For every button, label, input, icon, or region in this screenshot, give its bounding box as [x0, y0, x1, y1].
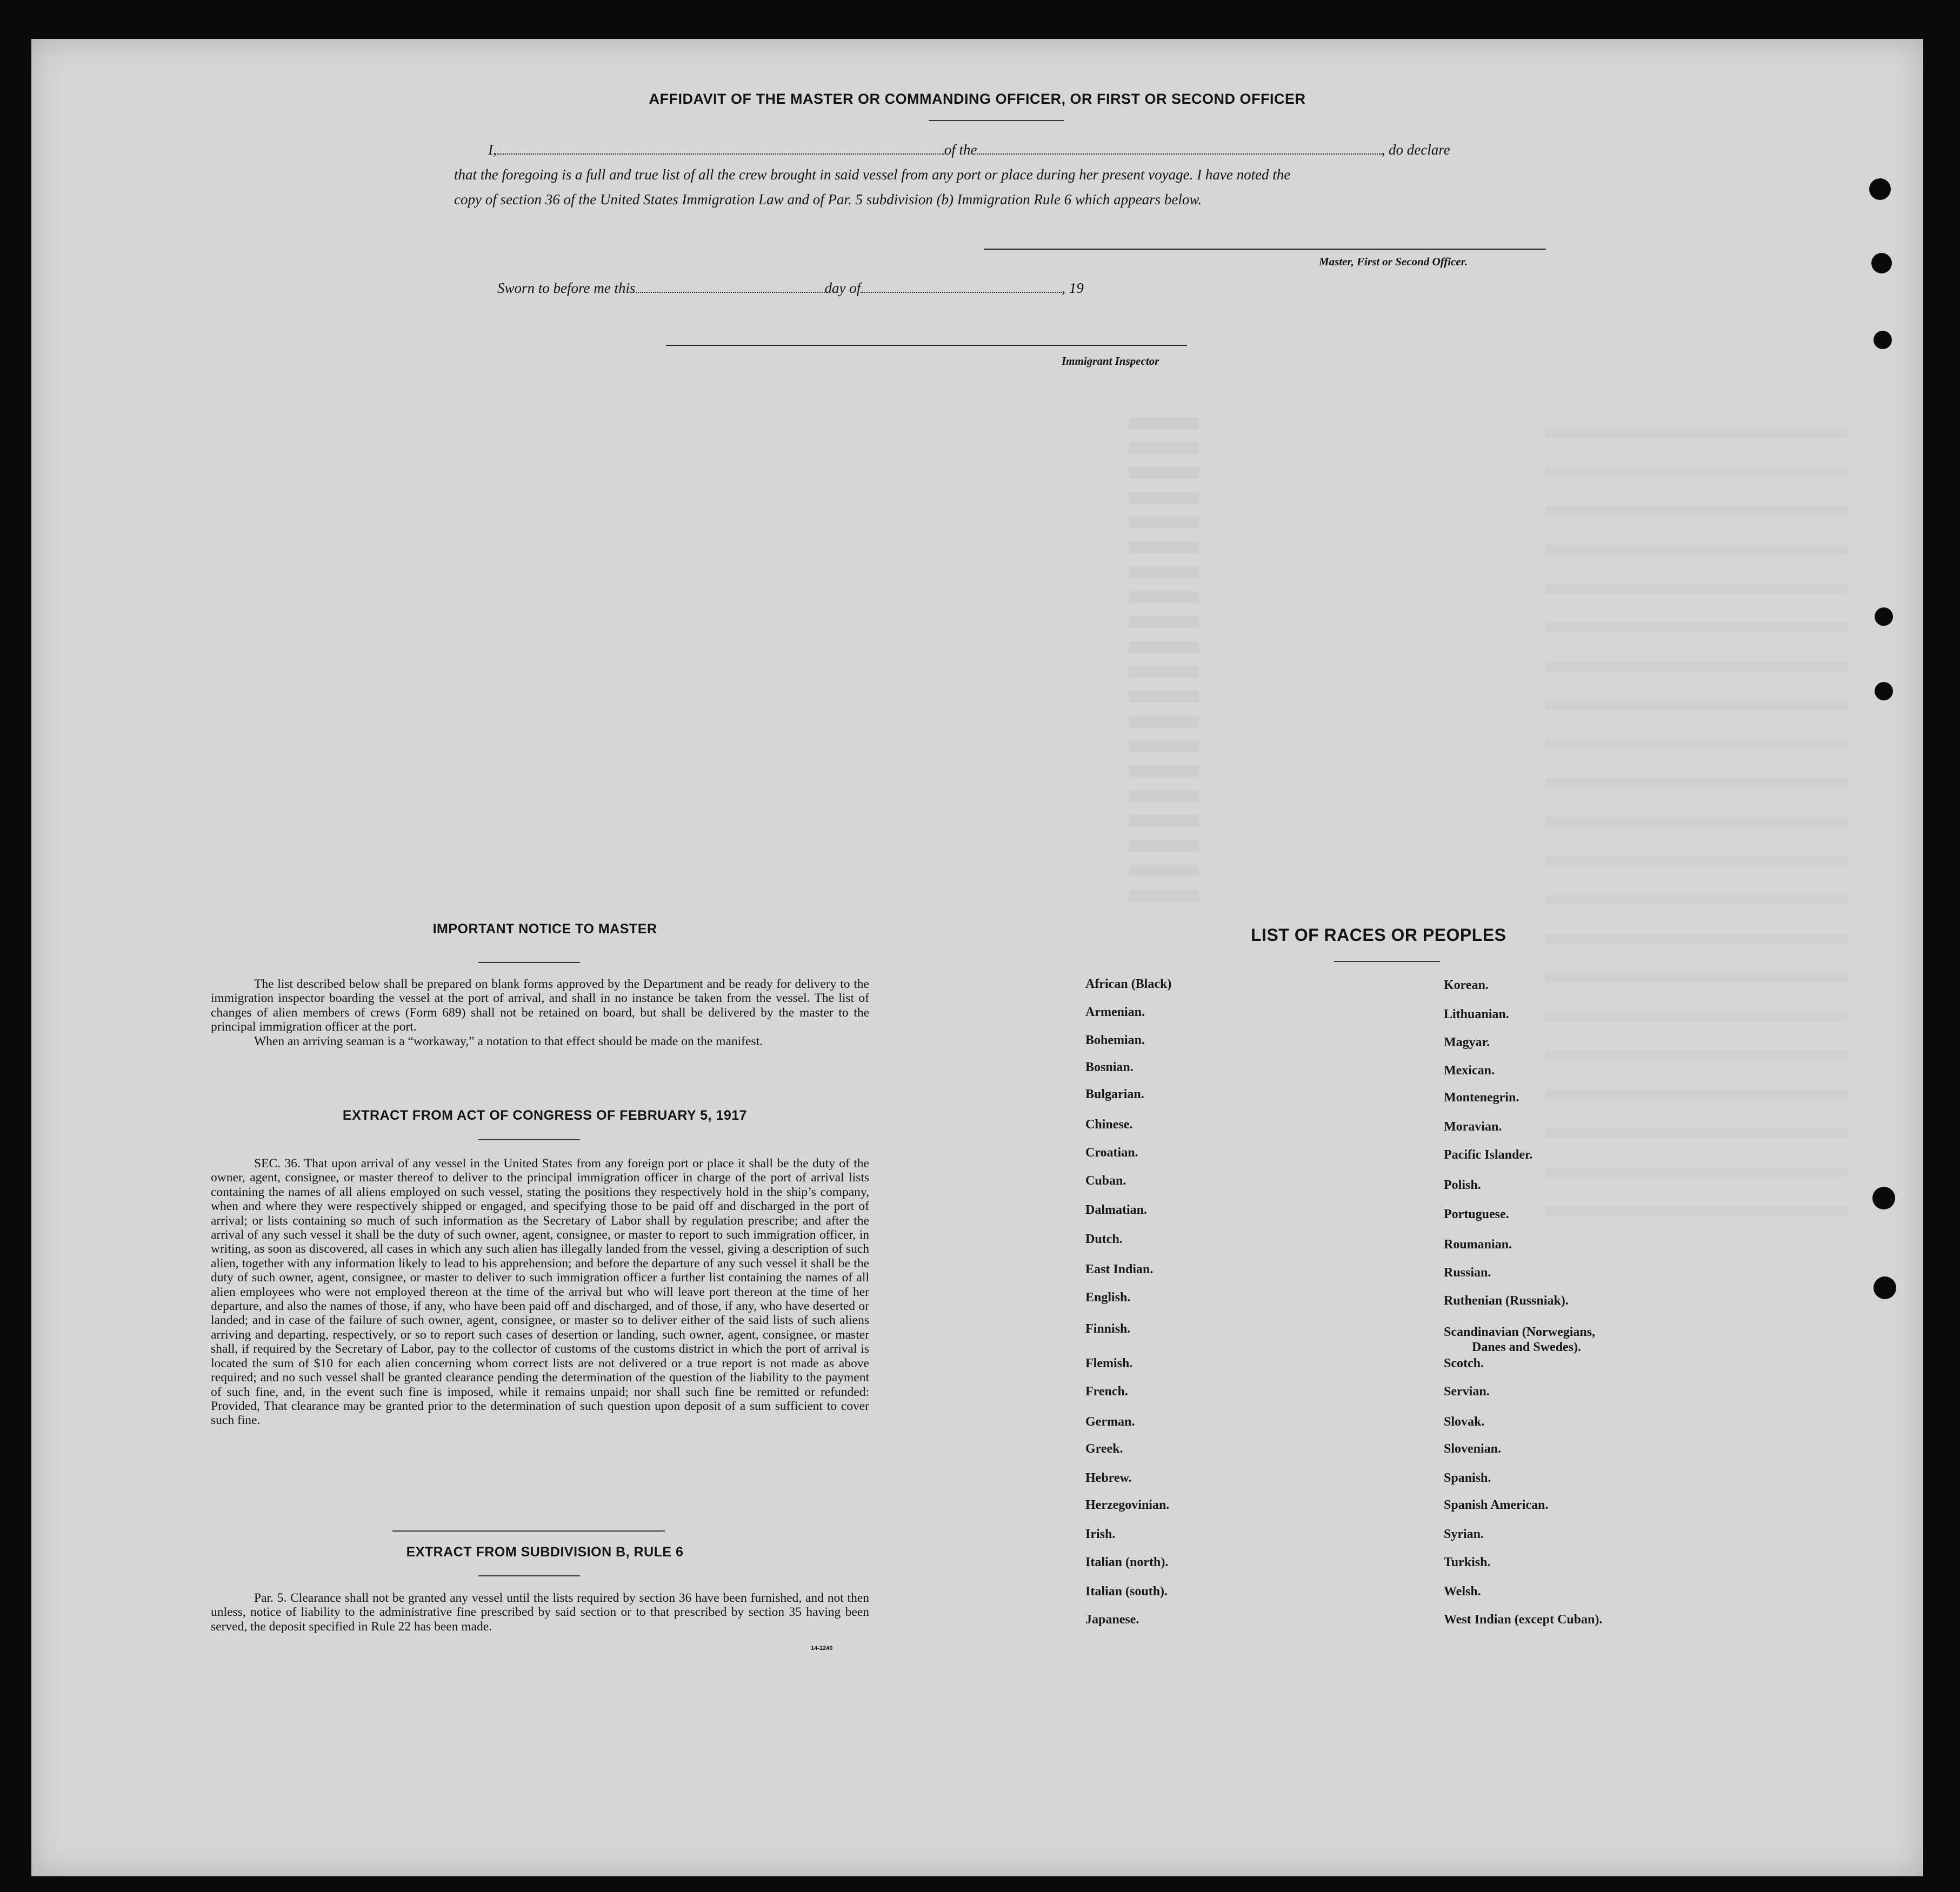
race-item: Polish. [1444, 1178, 1481, 1192]
races-divider [1334, 961, 1440, 962]
race-item: Pacific Islander. [1444, 1148, 1533, 1162]
race-item: Welsh. [1444, 1585, 1481, 1599]
bleed-through-mark [1129, 417, 1199, 904]
extract-rule-title: EXTRACT FROM SUBDIVISION B, RULE 6 [406, 1545, 684, 1560]
do-declare-label: , do declare [1381, 142, 1450, 158]
race-item: Roumanian. [1444, 1238, 1512, 1252]
race-item: Portuguese. [1444, 1207, 1509, 1221]
binder-hole [1869, 178, 1891, 200]
of-the-label: of the [944, 142, 977, 158]
sworn-month-field[interactable] [861, 292, 1062, 293]
race-item: Armenian. [1085, 1005, 1145, 1019]
race-item: German. [1085, 1415, 1135, 1429]
race-item: Herzegovinian. [1085, 1498, 1170, 1512]
race-item: Turkish. [1444, 1555, 1491, 1569]
race-item: Montenegrin. [1444, 1091, 1519, 1105]
affidavit-i-label: I, [488, 142, 497, 158]
binder-hole [1874, 331, 1892, 349]
race-item: Slovak. [1444, 1415, 1485, 1429]
extract-rule-body [211, 1591, 869, 1634]
race-item: Syrian. [1444, 1527, 1484, 1541]
race-item: Danes and Swedes). [1472, 1340, 1582, 1354]
sworn-day-of-label: day of [824, 280, 861, 296]
sworn-year-label: , 19 [1062, 280, 1084, 296]
notice-divider [478, 962, 580, 963]
race-item: Dalmatian. [1085, 1203, 1147, 1217]
race-item: Ruthenian (Russniak). [1444, 1294, 1569, 1308]
extract-rule-section [194, 1545, 896, 1560]
race-item: Chinese. [1085, 1118, 1133, 1132]
extract-act-divider [478, 1139, 580, 1140]
race-item: Italian (south). [1085, 1585, 1168, 1599]
extract-rule-divider [478, 1575, 580, 1576]
master-signature-label: Master, First or Second Officer. [1319, 255, 1468, 268]
race-item: African (Black) [1085, 977, 1172, 991]
affidavit-line-3: copy of section 36 of the United States Immigration Law and of Par. 5 subdivision (b) Immigration Rule 6 which appears below. [454, 191, 1202, 208]
form-number: 14-1240 [811, 1645, 833, 1652]
race-item: Spanish. [1444, 1471, 1491, 1485]
binder-hole [1875, 682, 1893, 700]
race-item: Croatian. [1085, 1146, 1138, 1160]
rule-divider-top [392, 1530, 665, 1532]
document-sheet [31, 39, 1923, 1876]
binder-hole [1875, 607, 1893, 626]
notice-paragraph-1: The list described below shall be prepared on blank forms approved by the Department and be ready for delivery to the immigration inspector boarding the vessel at the port of arrival, and shall in no instance be taken from the vessel. The list of changes of alien members of crews (Form 689) shall not be retained on board, but shall be delivered by the master to the principal immigration officer at the port. [211, 977, 869, 1034]
sworn-prefix: Sworn to before me this [497, 280, 636, 296]
affidavit-line-1 [454, 137, 1546, 162]
race-item: Spanish American. [1444, 1498, 1549, 1512]
race-item: Bosnian. [1085, 1060, 1134, 1074]
extract-act-body [211, 1156, 869, 1428]
title-divider [929, 120, 1064, 121]
race-item: French. [1085, 1385, 1128, 1399]
race-item: Korean. [1444, 978, 1489, 992]
race-item: Cuban. [1085, 1174, 1126, 1188]
bleed-through-mark [1545, 428, 1848, 1239]
inspector-label: Immigrant Inspector [1062, 355, 1159, 367]
vessel-name-field[interactable] [977, 153, 1382, 155]
section-36-text: SEC. 36. That upon arrival of any vessel in the United States from any foreign port or place it shall be the duty of the owner, agent, consignee, or master thereof to deliver to the principal immigration officer in charge of the port of arrival lists containing the names of all aliens employed on such vessel, stating the positions they respectively hold in the ship’s company, when and where they were respectively shipped or engaged, and specifying those to be paid off and discharged in the port of arrival; or lists containing so much of such information as the Secretary of Labor shall by regulation prescribe; and after the arrival of any such vessel it shall be the duty of such owner, agent, consignee, or master to report to such immigration officer, in writing, as soon as discovered, all cases in which any such alien has illegally landed from the vessel, giving a description of such alien, together with any information likely to lead to his apprehension; and before the departure of any such vessel it shall be the duty of such owner, agent, consignee, or master to deliver to such immigration officer a further list containing the names of all alien employees who were not employed thereon at the time of the arrival but who will leave port thereon at the time of her departure, and also the names of those, if any, who have been paid off and discharged, and of those, if any, who have deserted or landed; and in case of the failure of such owner, agent, consignee, or master so to deliver either of the said lists of such aliens arriving and departing, respectively, or so to report such cases of desertion or landing, such owner, agent, consignee, or master shall, if required by the Secretary of Labor, pay to the collector of customs of the customs district in which the port of arrival is located the sum of $10 for each alien concerning whom correct lists are not delivered or a true report is not made as above required; and no such vessel shall be granted clearance pending the determination of the question of the liability to the payment of such fine, and, in the event such fine is imposed, while it remains unpaid; nor shall such fine be remitted or refunded: Provided, That clearance may be granted prior to the determination of such question upon deposit of a sum sufficient to cover such fine. [211, 1156, 869, 1428]
affidavit-title: AFFIDAVIT OF THE MASTER OR COMMANDING OFFICER, OR FIRST OR SECOND OFFICER [649, 91, 1306, 107]
affidavit-section [31, 91, 1923, 108]
race-item: Bohemian. [1085, 1033, 1145, 1047]
extract-act-section [194, 1108, 896, 1124]
race-item: Slovenian. [1444, 1442, 1502, 1456]
race-item: Flemish. [1085, 1356, 1133, 1370]
race-item: Hebrew. [1085, 1471, 1132, 1485]
race-item: Servian. [1444, 1385, 1490, 1399]
par-5-text: Par. 5. Clearance shall not be granted any vessel until the lists required by section 36 have been furnished, and not then unless, notice of liability to the administrative fine prescribed by said section or to that prescribed by section 35 having been served, the deposit specified in Rule 22 has been made. [211, 1591, 869, 1634]
race-item: Japanese. [1085, 1613, 1139, 1627]
race-item: Finnish. [1085, 1322, 1131, 1336]
races-title: LIST OF RACES OR PEOPLES [1251, 925, 1506, 945]
sworn-day-field[interactable] [636, 292, 825, 293]
race-item: East Indian. [1085, 1262, 1154, 1276]
notice-section [194, 921, 896, 937]
notice-title: IMPORTANT NOTICE TO MASTER [432, 921, 657, 937]
race-item: Moravian. [1444, 1120, 1502, 1134]
race-item: Bulgarian. [1085, 1087, 1144, 1101]
race-item: Russian. [1444, 1266, 1491, 1280]
notice-body [211, 977, 869, 1048]
binder-hole [1874, 1276, 1896, 1299]
binder-hole [1872, 1187, 1895, 1209]
inspector-signature-line[interactable] [666, 345, 1187, 346]
affidavit-line-2: that the foregoing is a full and true list of all the crew brought in said vessel from any port or place during her present voyage. I have noted the [454, 166, 1291, 183]
notice-paragraph-2: When an arriving seaman is a “workaway,” a notation to that effect should be made on the manifest. [254, 1034, 763, 1048]
declarant-name-field[interactable] [497, 153, 944, 155]
master-signature-line[interactable] [984, 249, 1546, 250]
race-item: English. [1085, 1291, 1131, 1305]
binder-hole [1871, 253, 1892, 273]
race-item: Scandinavian (Norwegians, [1444, 1325, 1596, 1339]
affidavit-body [454, 137, 1546, 212]
extract-act-title: EXTRACT FROM ACT OF CONGRESS OF FEBRUARY 5, 1917 [342, 1108, 748, 1123]
race-item: Lithuanian. [1444, 1007, 1509, 1021]
race-item: Mexican. [1444, 1064, 1495, 1078]
race-item: Scotch. [1444, 1356, 1484, 1370]
race-item: Italian (north). [1085, 1555, 1169, 1569]
race-item: Irish. [1085, 1527, 1116, 1541]
race-item: Greek. [1085, 1442, 1123, 1456]
race-item: West Indian (except Cuban). [1444, 1613, 1603, 1627]
race-item: Magyar. [1444, 1035, 1490, 1049]
sworn-line [497, 276, 1084, 300]
race-item: Dutch. [1085, 1232, 1123, 1246]
